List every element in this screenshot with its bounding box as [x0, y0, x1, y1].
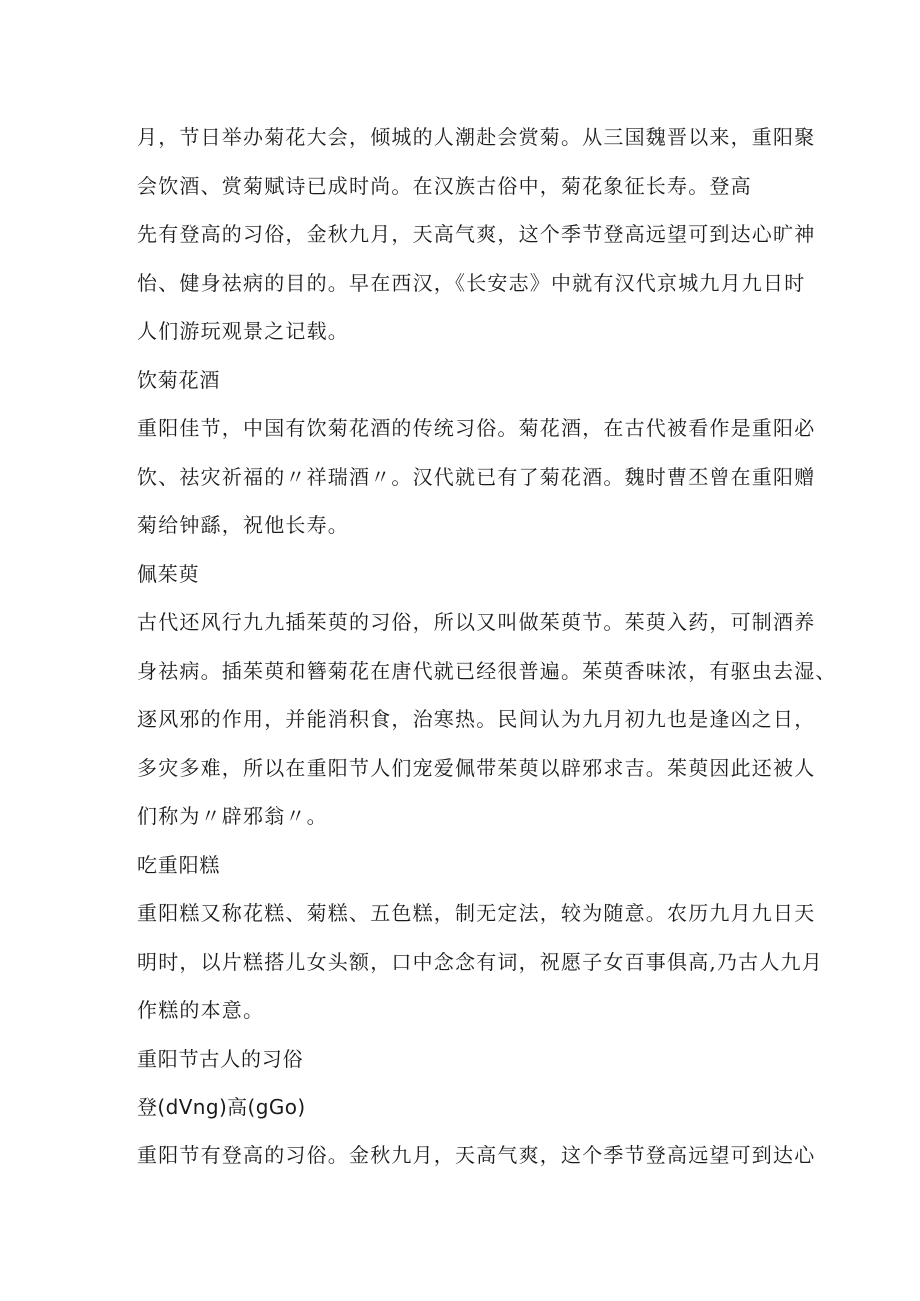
paragraph-line: 明时，以片糕搭儿女头额，口中念念有词，祝愿子女百事俱高,乃古人九月: [137, 950, 823, 974]
paragraph-line: 先有登高的习俗，金秋九月，天高气爽，这个季节登高远望可到达心旷神: [137, 222, 816, 246]
paragraph-line: 怡、健身祛病的目的。早在西汉，《长安志》中就有汉代京城九月九日时: [137, 271, 806, 295]
paragraph-line: 重阳佳节，中国有饮菊花酒的传统习俗。菊花酒，在古代被看作是重阳必: [137, 416, 816, 440]
paragraph-line: 菊给钟繇，祝他长寿。: [137, 513, 349, 537]
paragraph-line: 重阳糕又称花糕、菊糕、五色糕，制无定法，较为随意。农历九月九日天: [137, 901, 816, 925]
section-heading-chrysanthemum-wine: 饮菊花酒: [137, 368, 221, 392]
paragraph-line: 人们游玩观景之记载。: [137, 319, 349, 343]
paragraph-line: 作糕的本意。: [137, 998, 265, 1022]
subheading-climbing: 登(dVng)高(gGo): [137, 1095, 306, 1119]
paragraph-line: 逐风邪的作用，并能消积食，治寒热。民间认为九月初九也是逢凶之日，: [137, 707, 816, 731]
paragraph-line: 饮、祛灾祈福的〃祥瑞酒〃。汉代就已有了菊花酒。魏时曹丕曾在重阳赠: [137, 465, 816, 489]
paragraph-line: 会饮酒、赏菊赋诗已成时尚。在汉族古俗中，菊花象征长寿。登高: [137, 174, 752, 198]
paragraph-line: 们称为〃辟邪翁〃。: [137, 804, 328, 828]
section-heading-ancient-customs: 重阳节古人的习俗: [137, 1047, 304, 1071]
paragraph-line: 古代还风行九九插茱萸的习俗，所以又叫做茱萸节。茱萸入药，可制酒养: [137, 610, 816, 634]
section-heading-dogwood: 佩茱萸: [137, 562, 200, 586]
section-heading-double-ninth-cake: 吃重阳糕: [137, 853, 221, 877]
paragraph-line: 月，节日举办菊花大会，倾城的人潮赴会赏菊。从三国魏晋以来，重阳聚: [137, 125, 816, 149]
paragraph-line: 重阳节有登高的习俗。金秋九月，天高气爽，这个季节登高远望可到达心: [137, 1143, 816, 1167]
paragraph-line: 多灾多难，所以在重阳节人们宠爱佩带茱萸以辟邪求吉。茱萸因此还被人: [137, 756, 816, 780]
paragraph-line: 身祛病。插茱萸和簪菊花在唐代就已经很普遍。茱萸香味浓，有驱虫去湿、: [137, 659, 837, 683]
